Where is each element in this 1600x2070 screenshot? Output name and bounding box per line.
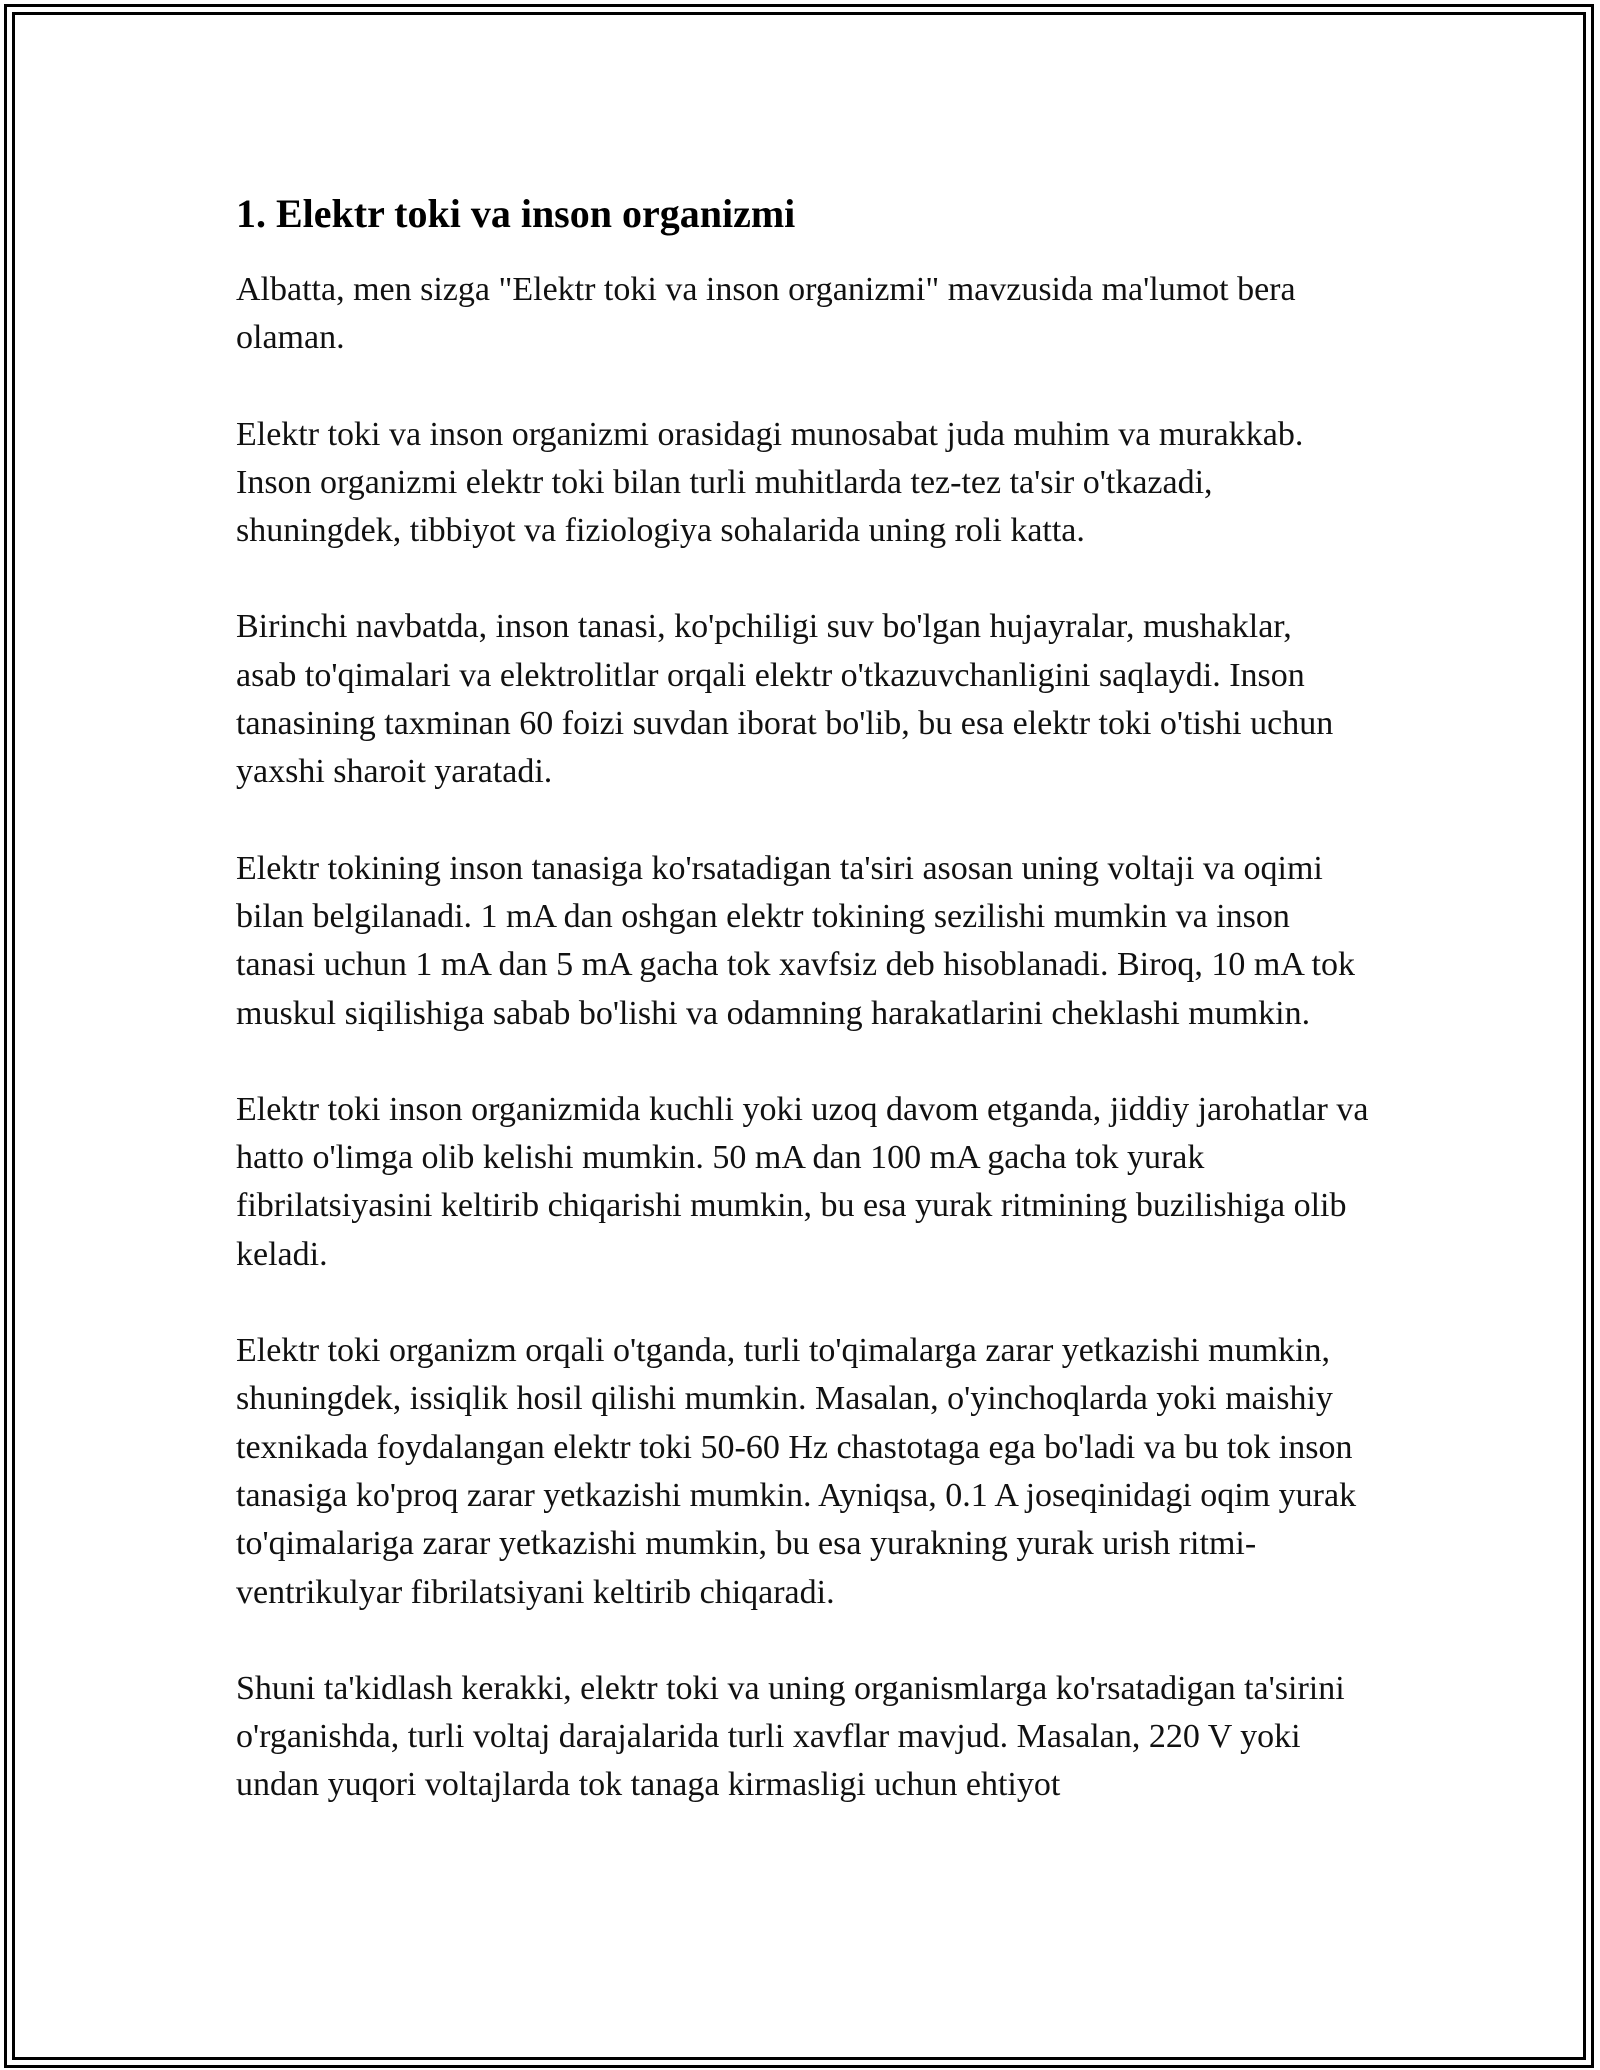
paragraph-relationship: Elektr toki va inson organizmi orasidagi munosabat juda muhim va murakkab. Inson organizmi elektr toki bilan turli muhitlarda tez-tez ta'sir o'tkazadi, shuningdek, tibbiyot va fiziologiya sohalarida uning roli katta. — [236, 415, 1304, 550]
paragraph-body-conductivity: Birinchi navbatda, inson tanasi, ko'pchiligi suv bo'lgan hujayralar, mushaklar, asab to'qimalari va elektrolitlar orqali elektr o'tkazuvchanligini saqlaydi. Inson tanasining taxminan 60 foizi suvdan iborat bo'lib, bu esa elektr toki o'tishi uchun yaxshi sharoit yaratadi. — [236, 608, 1334, 791]
section-heading: 1. Elektr toki va inson organizmi — [236, 191, 796, 236]
paragraph-voltage-hazards: Shuni ta'kidlash kerakki, elektr toki va uning organismlarga ko'rsatadigan ta'sirini o'rganishda, turli voltaj darajalarida turli xavflar mavjud. Masalan, 220 V yoki undan yuqori voltajlarda tok tanaga kirmasligi uchun ehtiyot — [236, 1669, 1345, 1804]
paragraph-injuries: Elektr toki inson organizmida kuchli yoki uzoq davom etganda, jiddiy jarohatlar va hatto o'limga olib kelishi mumkin. 50 mA dan 100 mA gacha tok yurak fibrilatsiyasini keltirib chiqarishi mumkin, bu esa yurak ritmining buzilishiga olib keladi. — [236, 1090, 1369, 1273]
document-body — [236, 176, 1376, 1810]
paragraph-intro: Albatta, men sizga "Elektr toki va inson organizmi" mavzusida ma'lumot bera olaman. — [236, 271, 1296, 357]
paragraph-tissue-damage: Elektr toki organizm orqali o'tganda, turli to'qimalarga zarar yetkazishi mumkin, shuningdek, issiqlik hosil qilishi mumkin. Masalan, o'yinchoqlarda yoki maishiy texnikada foydalangan elektr toki 50-60 Hz chastotaga ega bo'ladi va bu tok inson tanasiga ko'proq zarar yetkazishi mumkin. Ayniqsa, 0.1 A joseqinidagi oqim yurak to'qimalariga zarar yetkazishi mumkin, bu esa yurakning yurak urish ritmi-ventrikulyar fibrilatsiyani keltirib chiqaradi. — [236, 1332, 1357, 1611]
paragraph-current-effects: Elektr tokining inson tanasiga ko'rsatadigan ta'siri asosan uning voltaji va oqimi bilan belgilanadi. 1 mA dan oshgan elektr tokining sezilishi mumkin va inson tanasi uchun 1 mA dan 5 mA gacha tok xavfsiz deb hisoblanadi. Biroq, 10 mA tok muskul siqilishiga sabab bo'lishi va odamning harakatlarini cheklashi mumkin. — [236, 849, 1355, 1032]
